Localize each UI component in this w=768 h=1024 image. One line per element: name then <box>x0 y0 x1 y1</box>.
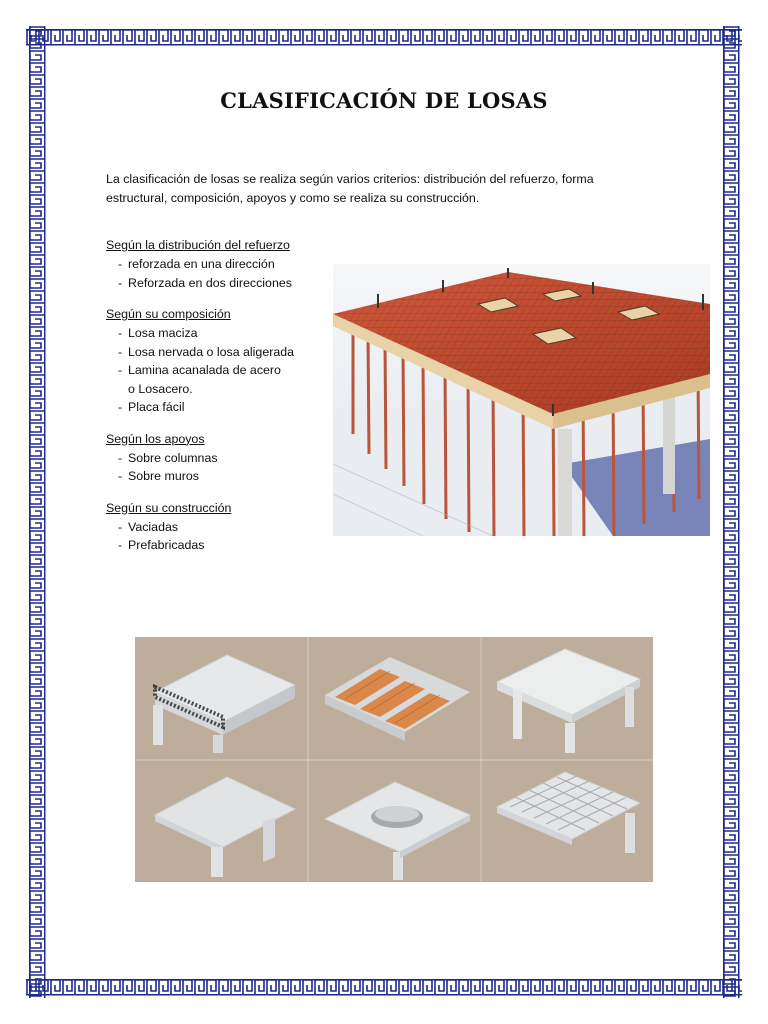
section-construccion <box>106 499 326 555</box>
slab-types-illustration <box>135 637 653 882</box>
list-item: - Lamina acanalada de acero <box>118 363 281 377</box>
list-item: - Losa nervada o losa aligerada <box>118 344 295 359</box>
decorative-border-top <box>26 26 742 48</box>
section-heading: Según los apoyos <box>106 431 205 446</box>
section-heading: Según su construcción <box>106 500 232 515</box>
list-item: - reforzada en una dirección <box>118 257 275 271</box>
decorative-border-left <box>26 26 48 998</box>
list-item: - Prefabricadas <box>118 538 205 552</box>
decorative-border-right <box>720 26 742 998</box>
section-heading: Según su composición <box>106 307 231 321</box>
section-refuerzo <box>106 236 326 292</box>
section-composicion <box>106 305 326 417</box>
list-item: - Vaciadas <box>118 519 179 534</box>
list-item: - Sobre muros <box>118 469 199 483</box>
list-item: - Placa fácil <box>118 400 185 414</box>
section-apoyos <box>106 430 326 486</box>
classification-list <box>106 236 326 568</box>
decorative-border-bottom <box>26 976 742 998</box>
list-item: - Sobre columnas <box>118 450 218 465</box>
page-title: CLASIFICACIÓN DE LOSAS <box>220 88 548 113</box>
intro-paragraph: La clasificación de losas se realiza según varios criterios: distribución del refuerzo, forma estructural, composición, apoyos y como se realiza su construcción. <box>106 172 594 205</box>
section-heading: Según la distribución del refuerzo <box>106 238 290 252</box>
list-item-continuation: o Losacero. <box>128 381 193 396</box>
list-item: - Reforzada en dos direcciones <box>118 275 292 290</box>
list-item: - Losa maciza <box>118 326 198 340</box>
slab-construction-image <box>333 264 710 536</box>
